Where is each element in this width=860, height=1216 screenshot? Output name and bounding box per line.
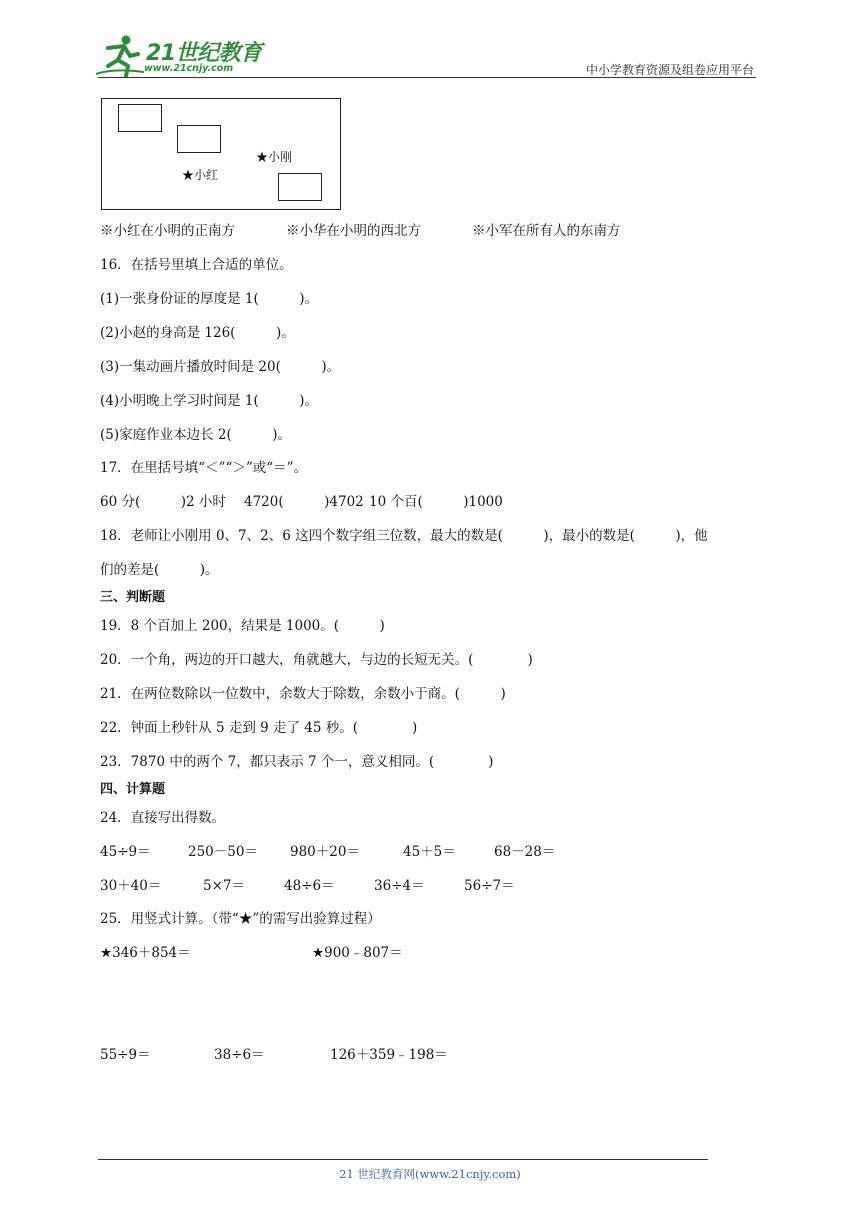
q24-row2-item-5: 56÷7＝ xyxy=(464,878,515,894)
q16-item-1: (1)一张身份证的厚度是 1( )。 xyxy=(100,291,319,307)
q18-line-1: 18．老师让小刚用 0、7、2、6 这四个数字组三位数，最大的数是( )，最小的数是( )，他 xyxy=(100,528,708,544)
q24-row2-item-1: 30＋40＝ xyxy=(100,878,162,894)
q24-row2-item-4: 36÷4＝ xyxy=(374,878,425,894)
map-rect-1 xyxy=(118,104,162,132)
q20: 20．一个角，两边的开口越大，角就越大，与边的长短无关。( ) xyxy=(100,652,533,668)
q19: 19．8 个百加上 200，结果是 1000。( ) xyxy=(100,618,385,634)
running-figure-icon xyxy=(94,34,146,78)
section-4-title: 四、计算题 xyxy=(100,782,166,797)
q16-item-2: (2)小赵的身高是 126( )。 xyxy=(100,325,295,341)
map-rect-2 xyxy=(177,125,221,153)
q24-row1-item-1: 45÷9＝ xyxy=(100,844,151,860)
q23: 23．7870 中的两个 7，都只表示 7 个一，意义相同。( ) xyxy=(100,754,494,770)
map-label-xiaogang: ★小刚 xyxy=(256,150,293,164)
position-map xyxy=(101,98,341,210)
q17-title: 17．在里括号填“＜”“＞”或“＝”。 xyxy=(100,460,308,476)
logo-url: www.21cnjy.com xyxy=(144,63,234,74)
q25-title: 25．用竖式计算。（带“★”的需写出验算过程） xyxy=(100,911,381,927)
q25-calc-3: 126＋359﹣198＝ xyxy=(330,1047,448,1063)
header-divider xyxy=(98,77,756,78)
section-3-title: 三、判断题 xyxy=(100,590,166,605)
option-1: ※小红在小明的正南方 xyxy=(100,223,235,239)
q24-row2-item-3: 48÷6＝ xyxy=(284,878,335,894)
q24-row1-item-4: 45＋5＝ xyxy=(403,844,456,860)
header-platform-text: 中小学教育资源及组卷应用平台 xyxy=(585,63,754,77)
q25-calc-2: 38÷6＝ xyxy=(214,1047,265,1063)
q17-item-3: 10 个百( )1000 xyxy=(369,494,503,510)
q21: 21．在两位数除以一位数中，余数大于除数，余数小于商。( ) xyxy=(100,686,506,702)
q25-vertical-2: ★900﹣807＝ xyxy=(312,945,403,961)
q16-item-5: (5)家庭作业本边长 2( )。 xyxy=(100,427,292,443)
q24-row2-item-2: 5×7＝ xyxy=(203,878,245,894)
q16-item-4: (4)小明晚上学习时间是 1( )。 xyxy=(100,393,319,409)
q17-item-2: 4720( )4702 xyxy=(244,494,364,510)
q22: 22．钟面上秒针从 5 走到 9 走了 45 秒。( ) xyxy=(100,720,418,736)
q16-title: 16．在括号里填上合适的单位。 xyxy=(100,257,293,273)
q16-item-3: (3)一集动画片播放时间是 20( )。 xyxy=(100,359,341,375)
logo-title: 21世纪教育 xyxy=(146,41,262,66)
map-rect-3 xyxy=(278,173,322,201)
option-3: ※小军在所有人的东南方 xyxy=(472,223,621,239)
q25-vertical-1: ★346＋854＝ xyxy=(100,945,191,961)
site-logo xyxy=(94,34,264,80)
map-label-xiaohong: ★小红 xyxy=(182,168,219,182)
q18-line-2: 们的差是( )。 xyxy=(100,562,219,578)
q24-row1-item-3: 980＋20＝ xyxy=(290,844,360,860)
footer-text[interactable]: 21 世纪教育网(www.21cnjy.com) xyxy=(339,1167,521,1181)
q25-calc-1: 55÷9＝ xyxy=(100,1047,151,1063)
q24-row1-item-5: 68－28＝ xyxy=(494,844,556,860)
q24-title: 24．直接写出得数。 xyxy=(100,810,226,826)
option-2: ※小华在小明的西北方 xyxy=(286,223,421,239)
footer-divider xyxy=(98,1159,708,1160)
q17-item-1: 60 分( )2 小时 xyxy=(100,494,226,510)
q24-row1-item-2: 250－50＝ xyxy=(188,844,258,860)
